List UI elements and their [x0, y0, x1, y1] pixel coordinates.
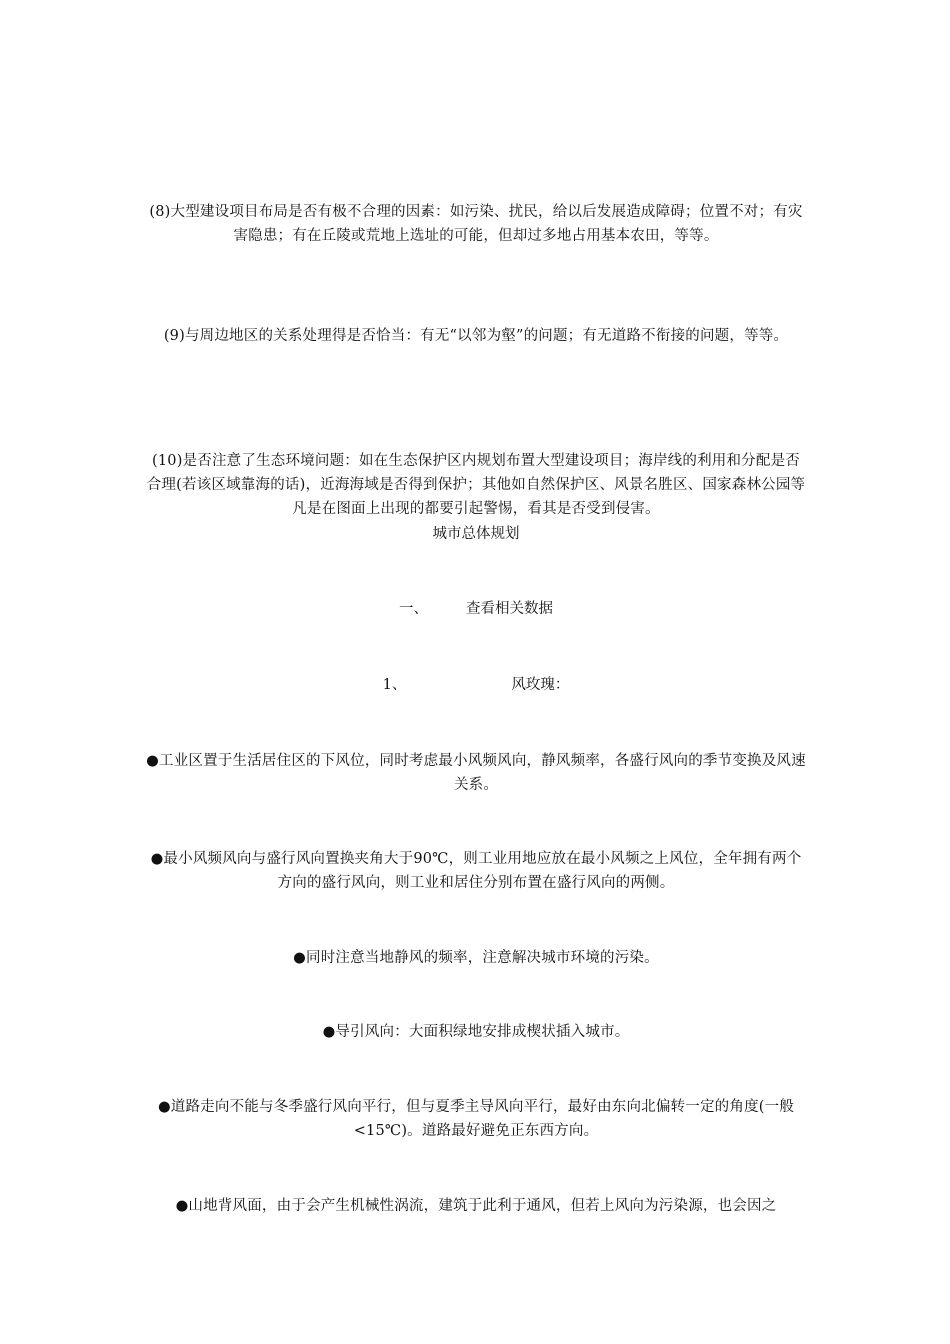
heading-level-2-text: 风玫瑰： [511, 677, 570, 693]
heading-level-1-text: 查看相关数据 [466, 601, 553, 617]
item-8: (8)大型建设项目布局是否有极不合理的因素：如污染、扰民，给以后发展造成障碍；位置不对；有灾害隐患；有在丘陵或荒地上选址的可能，但却过多地占用基本农田，等等。 [149, 204, 803, 244]
heading-level-1-number: 一、 [399, 601, 428, 617]
bullet-item: ●山地背风面，由于会产生机械性涡流，建筑于此利于通风，但若上风向为污染源，也会因之 [175, 1198, 777, 1214]
section-title: 城市总体规划 [432, 526, 520, 542]
bullet-item: ●最小风频风向与盛行风向置换夹角大于90℃，则工业用地应放在最小风频之上风位，全年拥有两个方向的盛行风向，则工业和居住分别布置在盛行风向的两侧。 [150, 851, 802, 891]
heading-level-1 [145, 597, 807, 621]
heading-level-2 [145, 673, 807, 697]
bullet-item: ●导引风向：大面积绿地安排成楔状插入城市。 [322, 1024, 630, 1040]
bullet-item: ●工业区置于生活居住区的下风位，同时考虑最小风频风向，静风频率，各盛行风向的季节变换及风速关系。 [146, 753, 806, 793]
bullet-item: ●道路走向不能与冬季盛行风向平行，但与夏季主导风向平行，最好由东向北偏转一定的角度(一般<15℃)。道路最好避免正东西方向。 [157, 1099, 795, 1139]
bullet-item: ●同时注意当地静风的频率，注意解决城市环境的污染。 [293, 950, 659, 966]
heading-level-2-number: 1、 [382, 677, 407, 693]
item-10: (10)是否注意了生态环境问题：如在生态保护区内规划布置大型建设项目；海岸线的利用和分配是否合理(若该区域靠海的话)，近海海域是否得到保护；其他如自然保护区、风景名胜区、国家森林公园等凡是在图面上出现的都要引起警惕，看其是否受到侵害。 [146, 453, 806, 517]
item-9: (9)与周边地区的关系处理得是否恰当：有无“以邻为壑”的问题；有无道路不衔接的问题，等等。 [163, 328, 789, 344]
